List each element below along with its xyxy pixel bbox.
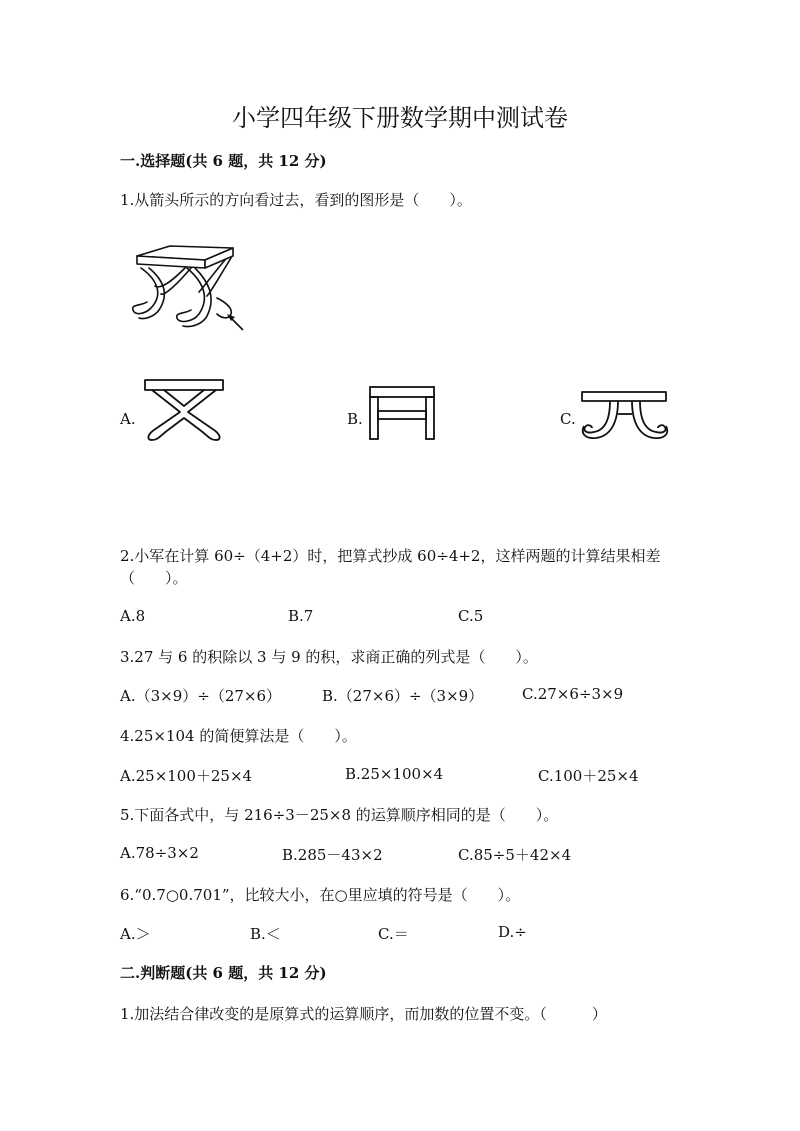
arrow-icon [227, 314, 243, 330]
q6-option-c: C.＝ [378, 925, 409, 943]
section-heading-choice: 一.选择题(共 6 题，共 12 分) [120, 152, 327, 170]
question-6-text: 6.“0.7○0.701”，比较大小，在○里应填的符号是（ ）。 [120, 886, 521, 904]
question-2-text-line2: （ ）。 [120, 569, 188, 587]
q2-option-b: B.7 [288, 607, 314, 625]
q3-option-a: A.（3×9）÷（27×6） [120, 687, 282, 705]
q4-option-a: A.25×100＋25×4 [120, 767, 253, 785]
q4-option-b: B.25×100×4 [345, 765, 444, 783]
q5-option-a: A.78÷3×2 [120, 844, 199, 862]
q6-option-b: B.＜ [250, 925, 281, 943]
question-3-text: 3.27 与 6 的积除以 3 与 9 的积，求商正确的列式是（ ）。 [120, 648, 538, 666]
q6-option-d: D.÷ [498, 923, 527, 941]
question-2-text-line1: 2.小军在计算 60÷（4+2）时，把算式抄成 60÷4+2，这样两题的计算结果相差 [120, 547, 661, 565]
option-b-figure [368, 385, 438, 441]
q5-option-b: B.285－43×2 [282, 846, 383, 864]
q4-option-c: C.100＋25×4 [538, 767, 639, 785]
q1-option-a-label: A. [120, 410, 136, 428]
section-heading-judgement: 二.判断题(共 6 题，共 12 分) [120, 964, 327, 982]
q2-option-a: A.8 [120, 607, 146, 625]
question-5-text: 5.下面各式中，与 216÷3－25×8 的运算顺序相同的是（ ）。 [120, 806, 559, 824]
q6-option-a: A.＞ [120, 925, 151, 943]
q2-option-c: C.5 [458, 607, 484, 625]
question-1-text: 1.从箭头所示的方向看过去，看到的图形是（ ）。 [120, 191, 472, 209]
q1-option-c-label: C. [560, 410, 576, 428]
q1-option-b-label: B. [347, 410, 363, 428]
option-c-figure [580, 390, 670, 442]
question-4-text: 4.25×104 的简便算法是（ ）。 [120, 727, 357, 745]
q3-option-c: C.27×6÷3×9 [522, 685, 624, 703]
stool-illustration [125, 238, 250, 338]
judgement-question-1-text: 1.加法结合律改变的是原算式的运算顺序，而加数的位置不变。（ ） [120, 1005, 607, 1023]
option-a-figure [142, 378, 227, 444]
q3-option-b: B.（27×6）÷（3×9） [322, 687, 484, 705]
page-title: 小学四年级下册数学期中测试卷 [232, 104, 568, 132]
q5-option-c: C.85÷5＋42×4 [458, 846, 572, 864]
